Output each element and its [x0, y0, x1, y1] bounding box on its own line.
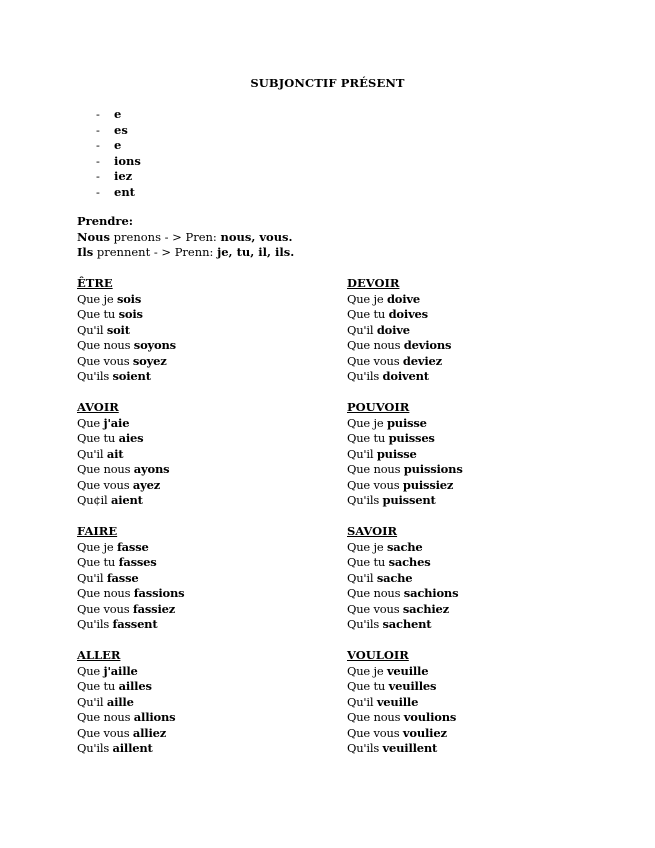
verb-form: voulions: [403, 710, 457, 724]
subject-text: Que je: [347, 291, 387, 306]
endings-list: [96, 107, 141, 200]
rule-persons: je, tu, il, ils.: [217, 245, 295, 259]
verb-heading: AVOIR: [77, 400, 119, 414]
subject-text: Qu'il: [77, 570, 107, 585]
verb-form: doive: [386, 291, 421, 306]
verb-form: soyez: [132, 353, 167, 368]
subject-text: Que vous: [77, 601, 133, 616]
verb-form: aient: [110, 493, 143, 507]
verb-form: puissiez: [402, 477, 454, 492]
subject-text: Que je: [77, 291, 117, 306]
conjugation-line: [347, 555, 607, 571]
subject-text: Que nous: [77, 462, 134, 476]
subject-text: Que tu: [347, 307, 389, 321]
conjugation-line: [347, 710, 607, 726]
conjugation-line: [347, 664, 607, 680]
subject-text: Que vous: [77, 725, 133, 740]
subject-text: Qu¢il: [77, 493, 111, 507]
verb-form: soyons: [133, 338, 176, 352]
ending-text: e: [114, 107, 122, 121]
verb-form: aies: [118, 431, 144, 445]
conjugation-line: [347, 493, 607, 509]
bullet-dash: -: [96, 153, 100, 168]
subject-text: Que nous: [347, 586, 404, 600]
subject-text: Qu'il: [347, 322, 377, 337]
list-item: [96, 107, 141, 123]
conjugation-line: [77, 462, 337, 478]
verb-heading: FAIRE: [77, 524, 118, 538]
rule-persons: nous, vous.: [220, 229, 293, 244]
conjugation-line: [347, 307, 607, 323]
conjugation-line: [77, 338, 337, 354]
subject-text: Que vous: [347, 725, 403, 740]
conjugation-line: [77, 416, 337, 432]
verb-form: allions: [133, 710, 176, 724]
verb-form: sache: [376, 570, 413, 585]
conjugation-line: [77, 369, 337, 385]
bullet-dash: -: [96, 184, 100, 199]
list-item: [96, 169, 141, 185]
list-item: [96, 138, 141, 154]
conjugation-line: [77, 710, 337, 726]
subject-text: Qu'il: [347, 446, 377, 461]
conjugation-line: [347, 369, 607, 385]
verb-form: veuille: [376, 694, 419, 709]
conjugation-line: [77, 679, 337, 695]
subject-text: Que vous: [77, 477, 133, 492]
verb-form: soient: [112, 369, 151, 383]
verb-form: doivent: [382, 369, 429, 383]
conjugation-line: [77, 354, 337, 370]
verb-heading: POUVOIR: [347, 400, 410, 414]
subject-text: Que tu: [347, 679, 389, 693]
conjugation-line: [347, 571, 607, 587]
verb-form: fassiez: [132, 601, 176, 616]
ending-text: ent: [114, 184, 135, 199]
verb-form: aillent: [112, 741, 153, 755]
rule-text: prennent - > Prenn:: [93, 245, 218, 259]
prendre-heading: Prendre:: [77, 214, 134, 228]
verb-form: fassions: [133, 586, 185, 600]
prendre-rule-ils: [77, 245, 294, 261]
verb-form: saches: [388, 555, 431, 569]
verb-form: sachions: [403, 586, 459, 600]
verb-block: [77, 648, 337, 757]
subject-text: Que nous: [347, 462, 404, 476]
verb-form: alliez: [132, 725, 167, 740]
subject-text: Que: [77, 415, 104, 430]
conjugation-line: [77, 478, 337, 494]
subject-text: Que je: [347, 415, 387, 430]
verb-form: ait: [106, 446, 124, 461]
conjugation-line: [77, 493, 337, 509]
conjugation-line: [77, 741, 337, 757]
verb-form: fasse: [116, 539, 149, 554]
verb-form: fassent: [112, 617, 158, 631]
subject-text: Qu'ils: [77, 369, 113, 383]
conjugation-line: [347, 741, 607, 757]
bullet-dash: -: [96, 107, 100, 121]
verb-form: veuillent: [382, 741, 438, 755]
conjugation-line: [347, 338, 607, 354]
conjugation-line: [347, 323, 607, 339]
verb-form: ayez: [132, 477, 161, 492]
subject-text: Que: [77, 663, 104, 678]
verb-heading: ALLER: [77, 648, 121, 662]
verb-form: veuilles: [388, 679, 437, 693]
subject-text: Qu'ils: [347, 369, 383, 383]
verb-block: [77, 400, 337, 509]
verb-heading: ÊTRE: [77, 276, 113, 290]
subject-text: Que vous: [347, 353, 403, 368]
subject-text: Qu'ils: [347, 617, 383, 631]
verb-block: [347, 276, 607, 385]
subject-text: Qu'il: [347, 570, 377, 585]
verb-form: puisse: [376, 446, 417, 461]
conjugation-line: [347, 602, 607, 618]
subject-text: Que nous: [347, 710, 404, 724]
conjugation-line: [347, 617, 607, 633]
subject-text: Que nous: [77, 710, 134, 724]
subject-text: Que je: [347, 539, 387, 554]
verb-form: doives: [388, 307, 428, 321]
ending-text: ions: [114, 153, 141, 168]
list-item: [96, 185, 141, 201]
conjugation-line: [77, 292, 337, 308]
verb-form: puisses: [388, 431, 435, 445]
verb-form: deviez: [402, 353, 442, 368]
verb-form: j'aie: [103, 415, 130, 430]
page-title: SUBJONCTIF PRÉSENT: [250, 76, 405, 90]
prendre-rule-nous: [77, 230, 294, 246]
rule-text: prenons - > Pren:: [110, 229, 221, 244]
verb-block: [347, 524, 607, 633]
conjugation-line: [77, 602, 337, 618]
conjugation-line: [347, 726, 607, 742]
verb-form: sachiez: [402, 601, 449, 616]
subject-text: Qu'ils: [347, 493, 383, 507]
verb-form: sois: [116, 291, 142, 306]
pronoun: Ils: [77, 245, 94, 259]
conjugation-line: [77, 447, 337, 463]
conjugation-line: [347, 540, 607, 556]
subject-text: Que nous: [77, 586, 134, 600]
left-conjugation-column: [77, 276, 337, 772]
bullet-dash: -: [96, 169, 100, 183]
conjugation-line: [347, 462, 607, 478]
subject-text: Que nous: [347, 338, 404, 352]
subject-text: Que tu: [77, 679, 119, 693]
subject-text: Que tu: [347, 555, 389, 569]
conjugation-line: [77, 571, 337, 587]
subject-text: Qu'il: [77, 694, 107, 709]
conjugation-line: [77, 617, 337, 633]
bullet-dash: -: [96, 138, 100, 152]
list-item: [96, 154, 141, 170]
subject-text: Qu'il: [77, 322, 107, 337]
ending-text: iez: [114, 169, 133, 183]
list-item: [96, 123, 141, 139]
conjugation-line: [347, 416, 607, 432]
subject-text: Qu'ils: [77, 741, 113, 755]
conjugation-line: [347, 478, 607, 494]
verb-form: ayons: [133, 462, 170, 476]
verb-form: devions: [403, 338, 452, 352]
verb-form: puisse: [386, 415, 427, 430]
subject-text: Que vous: [347, 601, 403, 616]
prendre-section: [77, 214, 294, 261]
verb-block: [77, 524, 337, 633]
verb-heading: SAVOIR: [347, 524, 398, 538]
verb-form: sois: [118, 307, 143, 321]
conjugation-line: [347, 354, 607, 370]
verb-form: fasses: [118, 555, 157, 569]
ending-text: e: [114, 138, 122, 152]
verb-form: doive: [376, 322, 410, 337]
conjugation-line: [77, 664, 337, 680]
subject-text: Que nous: [77, 338, 134, 352]
subject-text: Que tu: [77, 555, 119, 569]
verb-form: sache: [386, 539, 423, 554]
verb-form: veuille: [386, 663, 429, 678]
verb-heading: VOULOIR: [347, 648, 409, 662]
verb-block: [347, 648, 607, 757]
verb-form: vouliez: [402, 725, 447, 740]
bullet-dash: -: [96, 122, 100, 137]
conjugation-line: [77, 323, 337, 339]
verb-block: [77, 276, 337, 385]
conjugation-line: [77, 540, 337, 556]
subject-text: Que tu: [347, 431, 389, 445]
verb-form: j'aille: [103, 663, 138, 678]
subject-text: Que je: [77, 539, 117, 554]
subject-text: Que tu: [77, 431, 119, 445]
conjugation-line: [77, 307, 337, 323]
conjugation-line: [347, 447, 607, 463]
verb-form: puissent: [382, 493, 436, 507]
conjugation-line: [347, 586, 607, 602]
conjugation-line: [77, 431, 337, 447]
right-conjugation-column: [347, 276, 607, 772]
verb-form: soit: [106, 322, 130, 337]
conjugation-line: [347, 679, 607, 695]
conjugation-line: [77, 586, 337, 602]
subject-text: Que je: [347, 663, 387, 678]
conjugation-line: [77, 695, 337, 711]
verb-form: puissions: [403, 462, 463, 476]
conjugation-line: [347, 292, 607, 308]
subject-text: Qu'ils: [77, 617, 113, 631]
subject-text: Qu'il: [77, 446, 107, 461]
subject-text: Que vous: [77, 353, 133, 368]
ending-text: es: [114, 122, 128, 137]
conjugation-line: [347, 431, 607, 447]
conjugation-line: [77, 726, 337, 742]
subject-text: Qu'ils: [347, 741, 383, 755]
pronoun: Nous: [77, 229, 111, 244]
subject-text: Qu'il: [347, 694, 377, 709]
verb-form: aille: [106, 694, 134, 709]
subject-text: Que tu: [77, 307, 119, 321]
subject-text: Que vous: [347, 477, 403, 492]
verb-form: fasse: [106, 570, 139, 585]
verb-form: sachent: [382, 617, 432, 631]
verb-heading: DEVOIR: [347, 276, 400, 290]
conjugation-line: [347, 695, 607, 711]
conjugation-line: [77, 555, 337, 571]
verb-form: ailles: [118, 679, 152, 693]
verb-block: [347, 400, 607, 509]
